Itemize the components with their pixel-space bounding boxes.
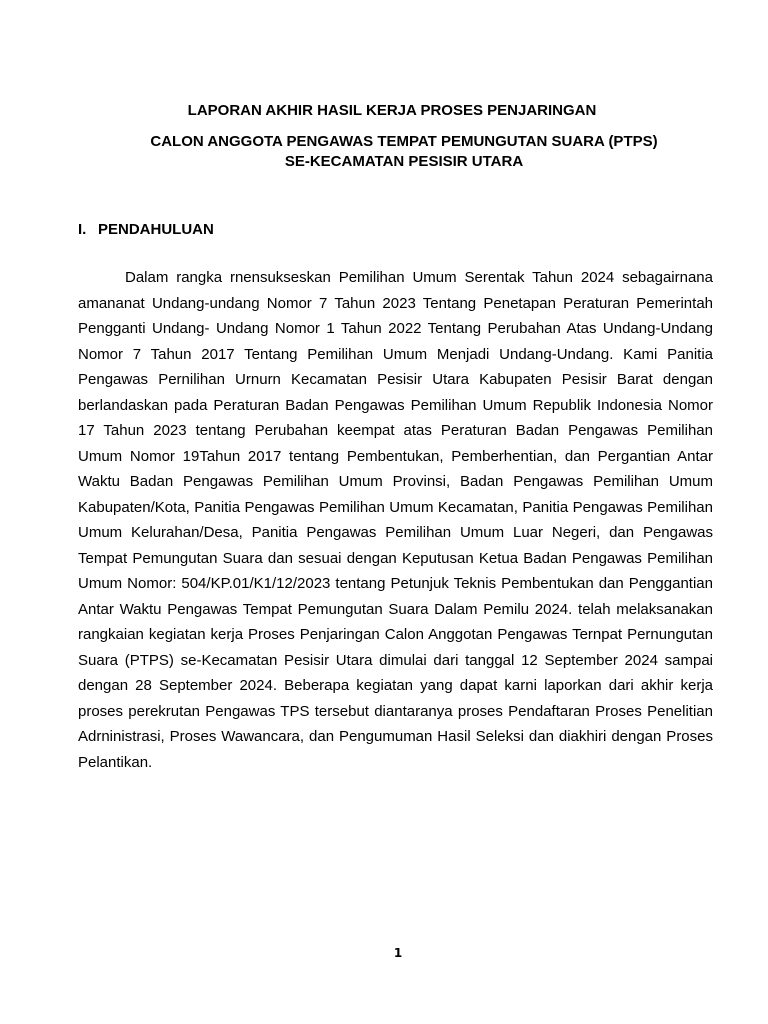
page-number: 1 (393, 946, 403, 960)
document-title-line-3: SE-KECAMATAN PESISIR UTARA (284, 153, 524, 170)
document-title-line-1: LAPORAN AKHIR HASIL KERJA PROSES PENJARINGAN (187, 102, 597, 119)
section-number: I. (78, 221, 87, 238)
body-paragraph: Dalam rangka rnensukseskan Pemilihan Umum Serentak Tahun 2024 sebagairnana amananat Undang-undang Nomor 7 Tahun 2023 Tentang Penetapan Peraturan Pemerintah Pengganti Undang- Undang Nomor 1 Tahun 2022 Tentang Perubahan Atas Undang-Undang Nomor 7 Tahun 2017 Tentang Pemilihan Umum Menjadi Undang-Undang. Kami Panitia Pengawas Pernilihan Urnurn Kecamatan Pesisir Utara Kabupaten Pesisir Barat dengan berlandaskan pada Peraturan Badan Pengawas Pemilihan Umum Republik Indonesia Nomor 17 Tahun 2023 tentang Perubahan keempat atas Peraturan Badan Pengawas Pemilihan Umum Nomor 19Tahun 2017 tentang Pembentukan, Pemberhentian, dan Pergantian Antar Waktu Badan Pengawas Pemilihan Umum Provinsi, Badan Pengawas Pemilihan Umum Kabupaten/Kota, Panitia Pengawas Pemilihan Umum Kecamatan, Panitia Pengawas Pemilihan Umum Kelurahan/Desa, Panitia Pengawas Pemilihan Umum Luar Negeri, dan Pengawas Tempat Pemungutan Suara dan sesuai dengan Keputusan Ketua Badan Pengawas Pemilihan Umum Nomor: 504/KP.01/K1/12/2023 tentang Petunjuk Teknis Pembentukan dan Penggantian Antar Waktu Pengawas Tempat Pemungutan Suara Dalam Pemilu 2024. telah melaksanakan rangkaian kegiatan kerja Proses Penjaringan Calon Anggotan Pengawas Ternpat Pernungutan Suara (PTPS) se-Kecamatan Pesisir Utara dimulai dari tanggal 12 September 2024 sampai dengan 28 September 2024. Beberapa kegiatan yang dapat karni laporkan dari akhir kerja proses perekrutan Pengawas TPS tersebut diantaranya proses Pendaftaran Proses Penelitian Adrninistrasi, Proses Wawancara, dan Pengumuman Hasil Seleksi dan diakhiri dengan Proses Pelantikan. (78, 269, 713, 771)
section-title: PENDAHULUAN (98, 221, 214, 238)
document-title-line-2: CALON ANGGOTA PENGAWAS TEMPAT PEMUNGUTAN SUARA (PTPS) (150, 133, 658, 150)
section-heading (78, 221, 214, 239)
